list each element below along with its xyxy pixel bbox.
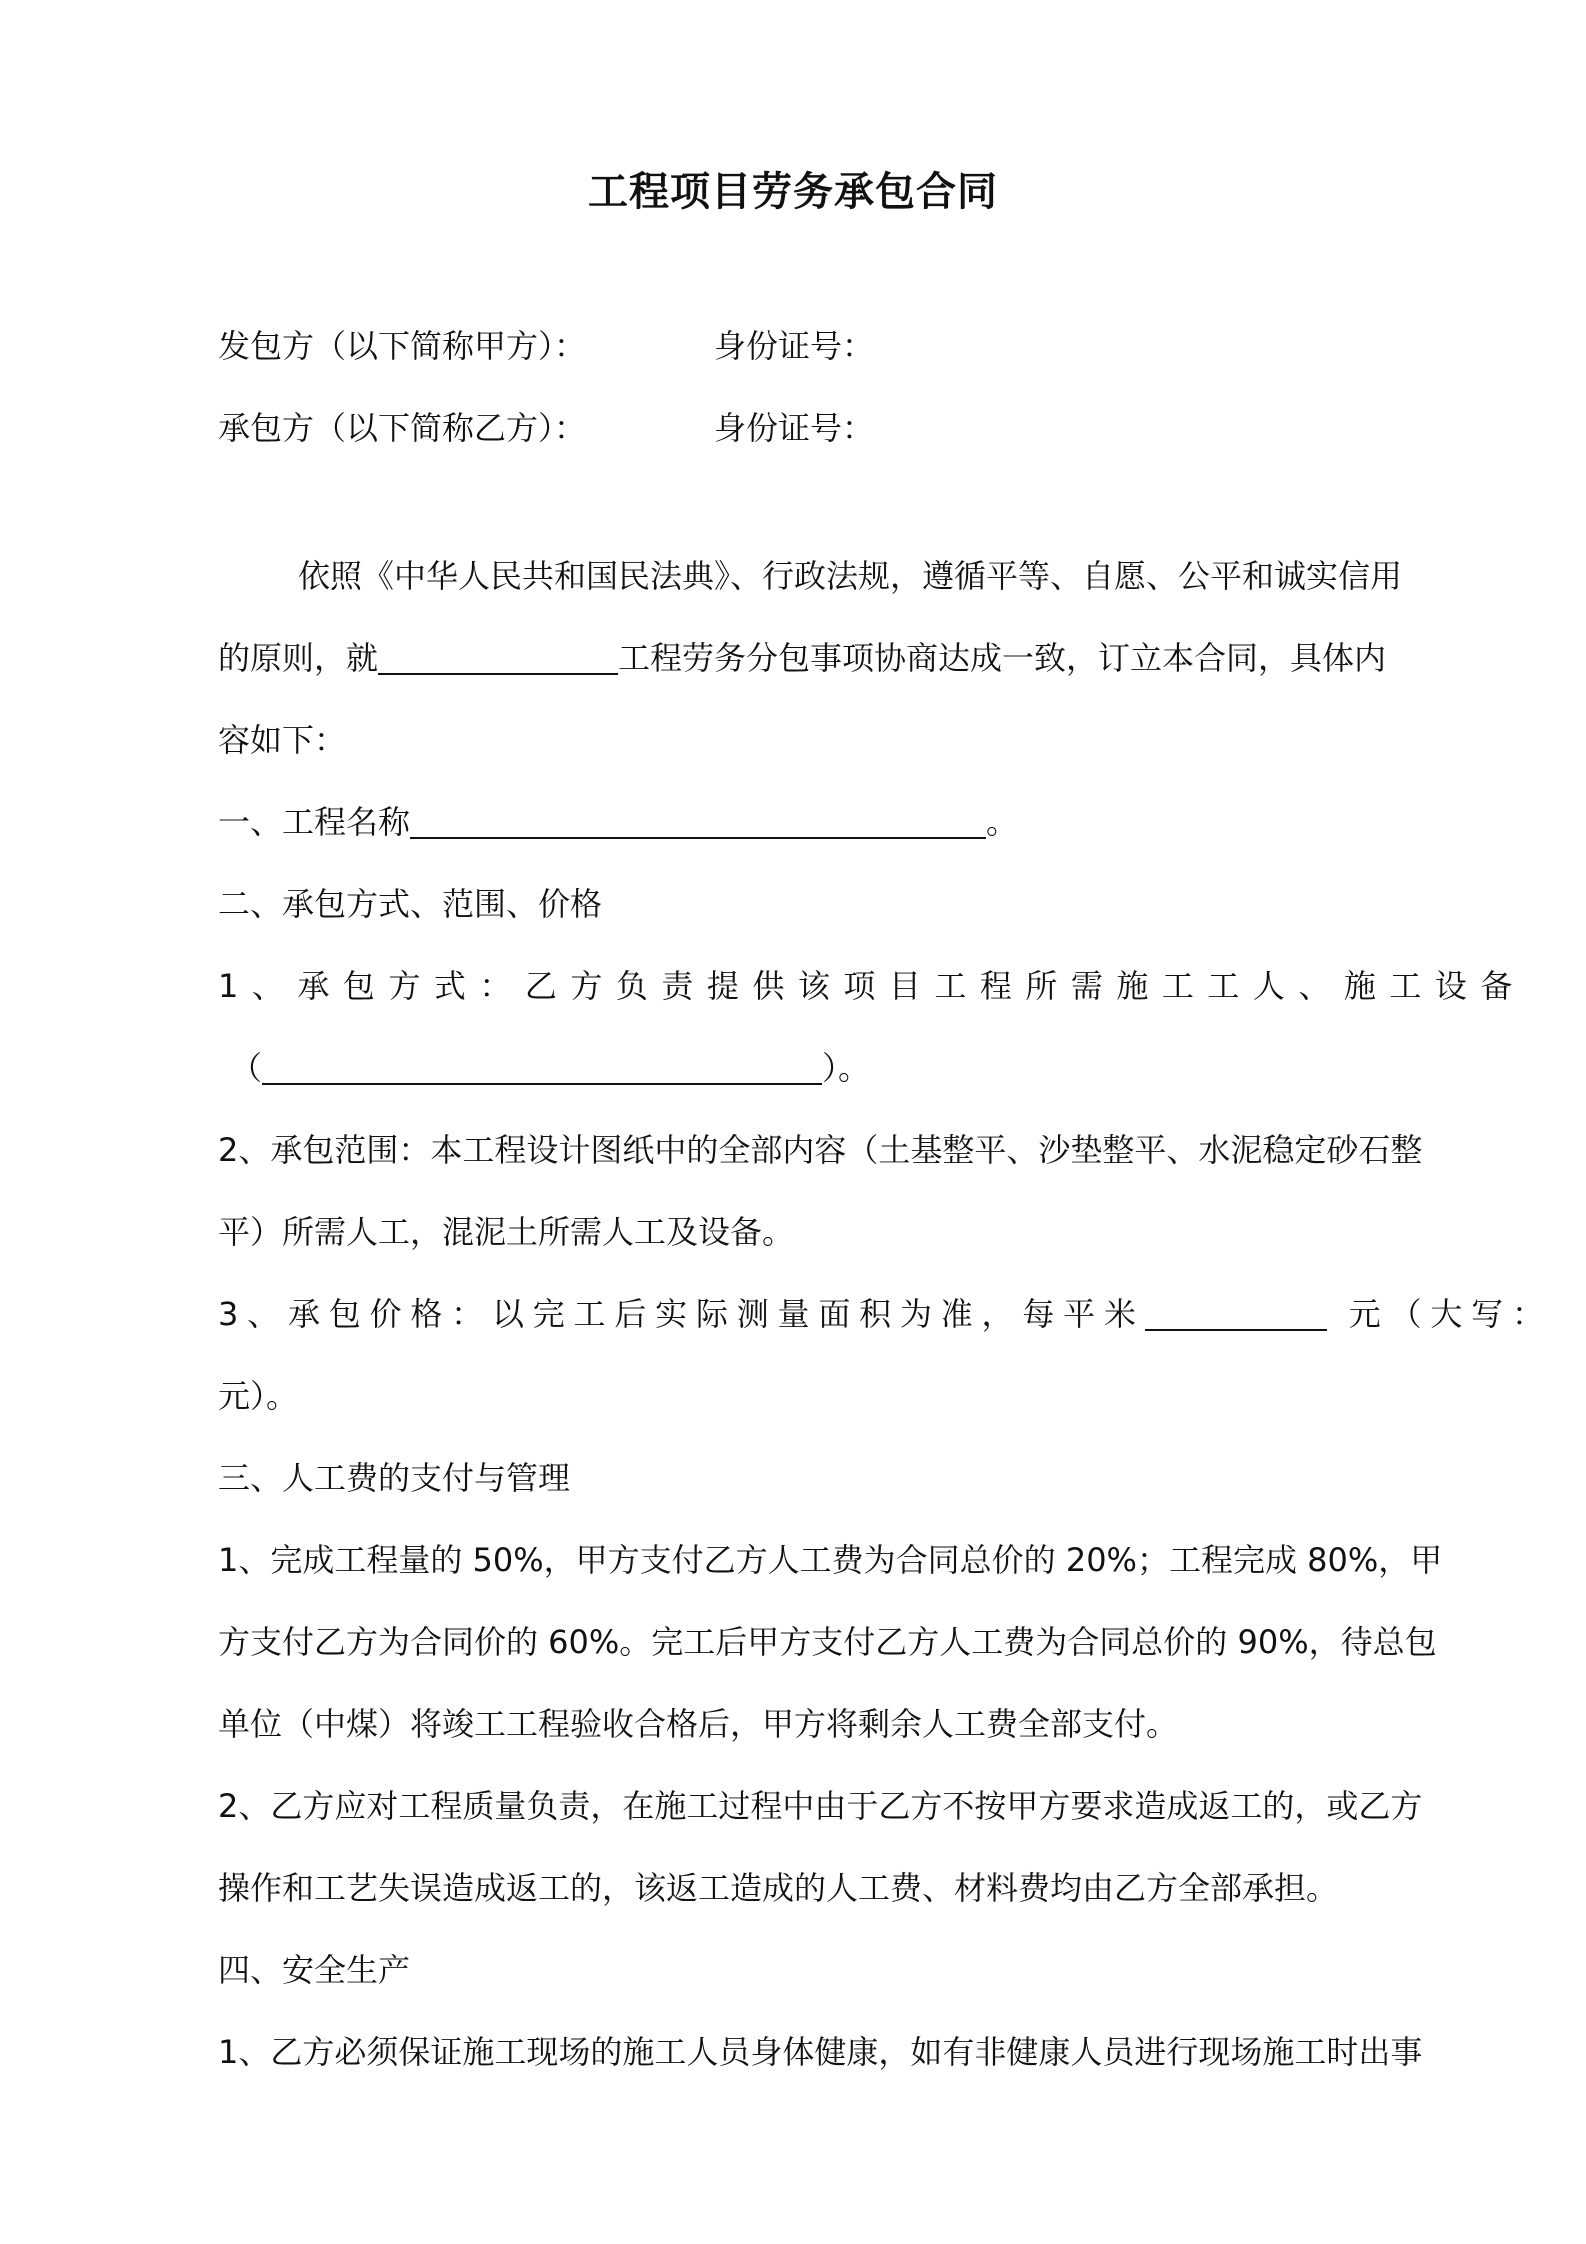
section-2-item-1-line-2 [230, 1046, 1430, 1090]
preamble-line-2 [218, 636, 1418, 680]
party-a-label: 发包方（以下简称甲方）： [218, 327, 587, 365]
section-2-item-3-start: 3、承包价格：以完工后实际测量面积为准，每平米 [218, 1295, 1145, 1333]
section-2-item-1-blank[interactable] [262, 1047, 822, 1085]
party-a-id-label: 身份证号： [714, 327, 875, 365]
section-2-item-3-end: 元（大写： [1348, 1295, 1553, 1333]
section-4-heading: 四、安全生产 [218, 1951, 411, 1989]
section-2-item-1-open: （ [230, 1049, 263, 1087]
price-per-sqm-blank[interactable] [1145, 1293, 1327, 1331]
section-1-blank[interactable] [410, 801, 986, 839]
party-a-row [218, 324, 1418, 368]
preamble-line-1: 依照《中华人民共和国民法典》、行政法规，遵循平等、自愿、公平和诚实信用 [298, 557, 1403, 595]
section-3-item-1-line-3: 单位（中煤）将竣工工程验收合格后，甲方将剩余人工费全部支付。 [218, 1705, 1179, 1743]
section-3-item-2-line-2: 操作和工艺失误造成返工的，该返工造成的人工费、材料费均由乙方全部承担。 [218, 1869, 1339, 1907]
section-3-heading: 三、人工费的支付与管理 [218, 1459, 571, 1497]
document-title: 工程项目劳务承包合同 [588, 169, 998, 215]
section-2-item-2-line-1: 2、承包范围：本工程设计图纸中的全部内容（土基整平、沙垫整平、水泥稳定砂石整 [218, 1131, 1423, 1169]
section-2-item-3-line-2: 元）。 [218, 1377, 299, 1415]
preamble-line-2-start: 的原则，就 [218, 639, 379, 677]
preamble-line-2-end: 工程劳务分包事项协商达成一致，订立本合同，具体内 [618, 639, 1387, 677]
party-b-label: 承包方（以下简称乙方）： [218, 409, 587, 447]
section-3-item-2-line-1: 2、乙方应对工程质量负责，在施工过程中由于乙方不按甲方要求造成返工的，或乙方 [218, 1787, 1423, 1825]
section-2-item-3-line-1 [218, 1292, 1553, 1336]
section-4-item-1-line-1: 1、乙方必须保证施工现场的施工人员身体健康，如有非健康人员进行现场施工时出事 [218, 2033, 1423, 2071]
project-name-blank[interactable] [378, 637, 618, 675]
section-1-label: 一、工程名称 [218, 803, 411, 841]
section-2-item-1-close: ）。 [822, 1049, 871, 1087]
section-2-heading: 二、承包方式、范围、价格 [218, 885, 603, 923]
section-2-item-1-line-1: 1、承包方式：乙方负责提供该项目工程所需施工工人、施工设备 [218, 967, 1526, 1005]
section-1-end: 。 [986, 803, 1019, 841]
section-3-item-1-line-1: 1、完成工程量的 50%，甲方支付乙方人工费为合同总价的 20%；工程完成 80%，甲 [218, 1541, 1443, 1579]
section-1-project-name [218, 800, 1418, 844]
section-2-item-2-line-2: 平）所需人工，混泥土所需人工及设备。 [218, 1213, 795, 1251]
party-b-id-label: 身份证号： [714, 409, 875, 447]
preamble-line-3: 容如下： [218, 721, 347, 759]
party-b-row [218, 406, 1418, 450]
section-3-item-1-line-2: 方支付乙方为合同价的 60%。完工后甲方支付乙方人工费为合同总价的 90%，待总包 [218, 1623, 1437, 1661]
